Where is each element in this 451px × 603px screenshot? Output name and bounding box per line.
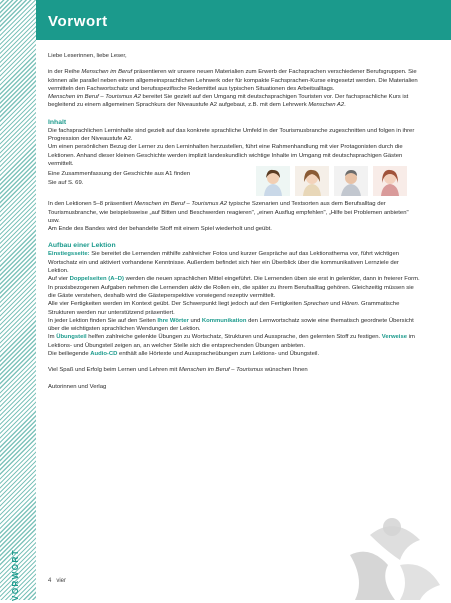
signature: Autorinnen und Verlag [48, 383, 107, 390]
summary-text: Eine Zusammenfassung der Geschichte aus A1 finden Sie auf S. 69. [48, 171, 191, 186]
portrait-4 [373, 166, 407, 196]
header-bar [36, 0, 451, 40]
section-heading-inhalt: Inhalt [48, 118, 67, 126]
decorative-figure-logo [300, 505, 450, 600]
section-heading-aufbau: Aufbau einer Lektion [48, 242, 116, 250]
aufbau-audio-cd: Die beiliegende Audio-CD enthält alle Hörtexte und Ausspracheübungen zum Lektions- und Übungsteil. [48, 351, 320, 358]
closing-line: Viel Spaß und Erfolg beim Lernen und Lehren mit Menschen im Beruf – Tourismus wünschen Ihnen [48, 367, 308, 374]
aufbau-einstieg: Einstiegsseite: Sie bereitet die Lernenden mithilfe zahlreicher Fotos und kurzer Gespräche auf das Lektionsthema vor, führt wichtigen Wortschatz ein und aktiviert vorhandene Kenntnisse. Außerdem befindet sich hier ein Überblick über die kommunikativen Lernziele der Lektion. [48, 251, 400, 275]
inhalt-paragraph-3: In den Lektionen 5–8 präsentiert Menschen im Beruf – Tourismus A2 typische Szenarien und Textsorten aus dem Berufsalltag der Tourismusbranche, wie beispielsweise „auf Bitten und Beschwerden reagieren", „einen Ausflug empfehlen", „Hilfe bei Problemen anbieten" usw. [48, 201, 409, 224]
inhalt-paragraph-4: Am Ende des Bandes wird der behandelte Stoff mit einem Spiel wiederholt und geübt. [48, 226, 272, 233]
summary-block [48, 170, 420, 200]
page-number: 4 [48, 578, 52, 584]
decorative-stripe [0, 0, 36, 600]
greeting: Liebe Leserinnen, liebe Leser, [48, 53, 127, 59]
main-content [48, 52, 420, 391]
portrait-3 [334, 166, 368, 196]
portrait-1 [256, 166, 290, 196]
aufbau-uebungsteil: Im Übungsteil helfen zahlreiche gelenkte Übungen zu Wortschatz, Strukturen und Aussprache, den gelernten Stoff zu festigen. Verweise im Lektions- und Übungsteil zeigen an, an welcher Stelle sich die entsprechenden Übungen anbieten. [48, 334, 415, 349]
aufbau-fertigkeiten: Alle vier Fertigkeiten werden im Kontext geübt. Der Schwerpunkt liegt jedoch auf den Fertigkeiten Sprechen und Hören. Grammatische Strukturen werden nur unterstützend präsentiert. [48, 301, 400, 316]
aufbau-woerter: In jeder Lektion finden Sie auf den Seiten Ihre Wörter und Kommunikation den Lernwortschatz sowie eine thematisch geordnete Übersicht über die wichtigsten sprachlichen Wendungen der Lektion. [48, 317, 414, 333]
inhalt-paragraph-1: Die fachsprachlichen Lerninhalte sind gezielt auf das konkrete sprachliche Umfeld in der Tourismusbranche zugeschnitten und folgen in ihrer Progression der Niveaustufe A2. [48, 127, 415, 143]
page-title: Vorwort [48, 13, 108, 30]
side-label: VORWORT [11, 548, 20, 601]
page-footer [48, 578, 66, 584]
aufbau-doppelseiten: Auf vier Doppelseiten (A–D) werden die neuen sprachlichen Mittel eingeführt. Die Lernenden üben sie erst in gelenkter, dann in freierer Form. In praxisbezogenen Aufgaben nehmen die Lernenden aktiv die Rollen ein, die später zu ihrem Berufsalltag gehören. Gleichzeitig müssen sie die Gäste verstehen, deshalb wird die Gästeperspektive vorwiegend rezeptiv vermittelt. [48, 276, 420, 299]
intro-paragraph-2: Menschen im Beruf – Tourismus A2 bereitet Sie gezielt auf den Umgang mit deutschsprachigen Touristen vor. Der fachsprachliche Kurs ist begleitend zu einem allgemeinen Sprachkurs der Niveaustufe A2 aufgebaut, z.B. mit dem Lehrwerk Menschen A2. [48, 94, 409, 109]
protagonist-portraits [256, 166, 407, 196]
portrait-2 [295, 166, 329, 196]
page-number-word: vier [56, 578, 67, 584]
intro-paragraph-1: in der Reihe Menschen im Beruf präsentieren wir unsere neuen Materialien zum Erwerb der Fachsprachen verschiedener Berufsgruppen. Sie können alle parallel neben einem allgemeinsprachlichen Lehrwerk oder für kompakte Fachsprachen-Kurse eingesetzt werden. Die Materialien vermitteln den Fachwortschatz und berufsspezifische Redemittel aus typischen Situationen des Arbeitsalltags. [48, 69, 418, 92]
inhalt-paragraph-2: Um einen persönlichen Bezug der Lerner zu den Lerninhalten herzustellen, führt eine Rahmenhandlung mit vier Protagonisten durch die Lektionen. Anhand dieser kleinen Geschichte werden implizit landeskundlich wichtige Inhalte im Umgang mit deutschsprachigen Gästen vermittelt. [48, 144, 403, 167]
